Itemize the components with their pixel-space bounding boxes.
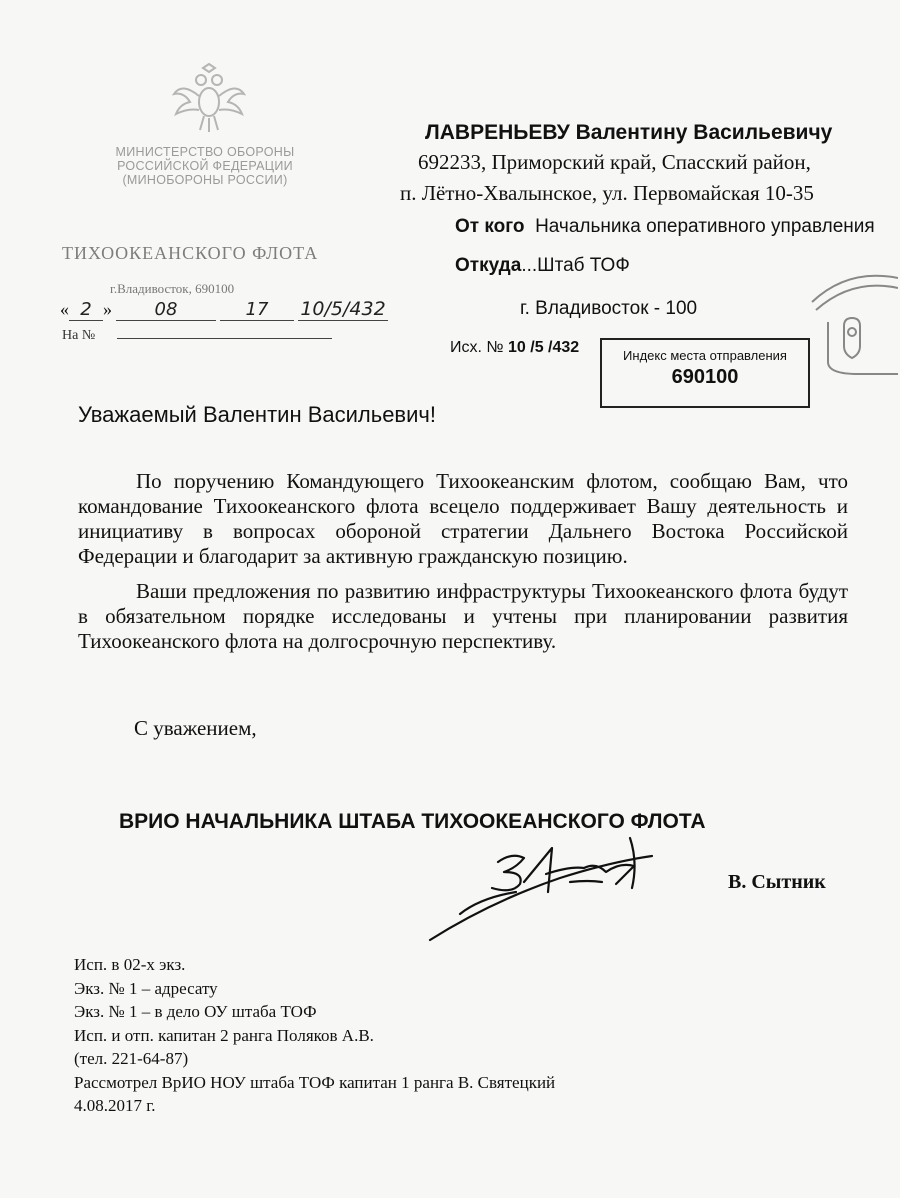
postal-index-label: Индекс места отправления <box>623 348 787 363</box>
sender-city: г. Владивосток - 100 <box>520 298 698 319</box>
note-line: (тел. 221-64-87) <box>74 1049 189 1068</box>
note-line: Исп. и отп. капитан 2 ранга Поляков А.В. <box>74 1025 374 1045</box>
signatory-name: В. Сытник <box>728 871 826 893</box>
from-value: Начальника оперативного управления <box>535 216 875 237</box>
reg-day: 2 <box>69 299 103 321</box>
reference-prefix: На № <box>62 328 96 343</box>
execution-notes <box>74 953 555 1118</box>
closing: С уважением, <box>134 716 257 740</box>
where-label: Откуда <box>455 255 522 276</box>
ministry-line: (МИНОБОРОНЫ РОССИИ) <box>122 173 288 187</box>
postal-index-box <box>600 338 810 408</box>
postage-stamp-icon <box>808 262 898 380</box>
note-line: Рассмотрел ВрИО НОУ штаба ТОФ капитан 1 ранга В. Святецкий <box>74 1072 556 1092</box>
body-paragraph-1: По поручению Командующего Тихоокеанским флотом, сообщаю Вам, что командование Тихоокеанского флота всецело поддерживает Вашу деятельность и инициативу в вопросах обороной стратегии Дальнего Востока Российской Федерации и благодарит за активную гражданскую позицию. <box>78 469 848 568</box>
sender-city-line: г.Владивосток, 690100 <box>110 281 235 296</box>
note-line: Исп. в 02-х экз. <box>74 955 186 974</box>
signatory-title: ВРИО НАЧАЛЬНИКА ШТАБА ТИХООКЕАНСКОГО ФЛОТА <box>119 810 706 833</box>
reg-number: 10/5/432 <box>298 298 388 321</box>
note-line: 4.08.2017 г. <box>74 1096 156 1115</box>
from-line <box>455 216 875 238</box>
where-value: ...Штаб ТОФ <box>521 255 630 276</box>
outgoing-value: 10 /5 /432 <box>508 339 580 356</box>
note-line: Экз. № 1 – в дело ОУ штаба ТОФ <box>74 1002 317 1021</box>
ministry-line: МИНИСТЕРСТВО ОБОРОНЫ <box>115 145 295 159</box>
ministry-line: РОССИЙСКОЙ ФЕДЕРАЦИИ <box>117 159 293 173</box>
note-line: Экз. № 1 – адресату <box>74 978 218 998</box>
body-paragraph-2: Ваши предложения по развитию инфраструктуры Тихоокеанского флота будут в обязательном порядке исследованы и учтены при планировании развития Тихоокеанского флота на долгосрочную перспективу. <box>78 579 848 653</box>
addressee-address-line1: 692233, Приморский край, Спасский район, <box>418 150 811 174</box>
from-label: От кого <box>455 216 525 237</box>
postal-index-value: 690100 <box>671 366 739 388</box>
handwritten-signature-icon <box>420 822 660 946</box>
reg-month: 08 <box>116 299 216 321</box>
fleet-header: ТИХООКЕАНСКОГО ФЛОТА <box>62 243 319 263</box>
reference-line <box>62 328 332 344</box>
where-line <box>455 255 630 277</box>
eagle-emblem-icon <box>170 62 248 134</box>
registration-line: « 2 » 08 17 10/5/432 <box>60 298 388 322</box>
ministry-header <box>95 145 315 187</box>
outgoing-label: Исх. № <box>450 339 504 356</box>
outgoing-number <box>450 339 579 357</box>
salutation: Уважаемый Валентин Васильевич! <box>78 402 436 427</box>
addressee-address-line2: п. Лётно-Хвалынское, ул. Первомайская 10-35 <box>400 181 814 205</box>
addressee-name: ЛАВРЕНЬЕВУ Валентину Васильевичу <box>425 121 833 144</box>
reg-year: 17 <box>220 299 294 321</box>
